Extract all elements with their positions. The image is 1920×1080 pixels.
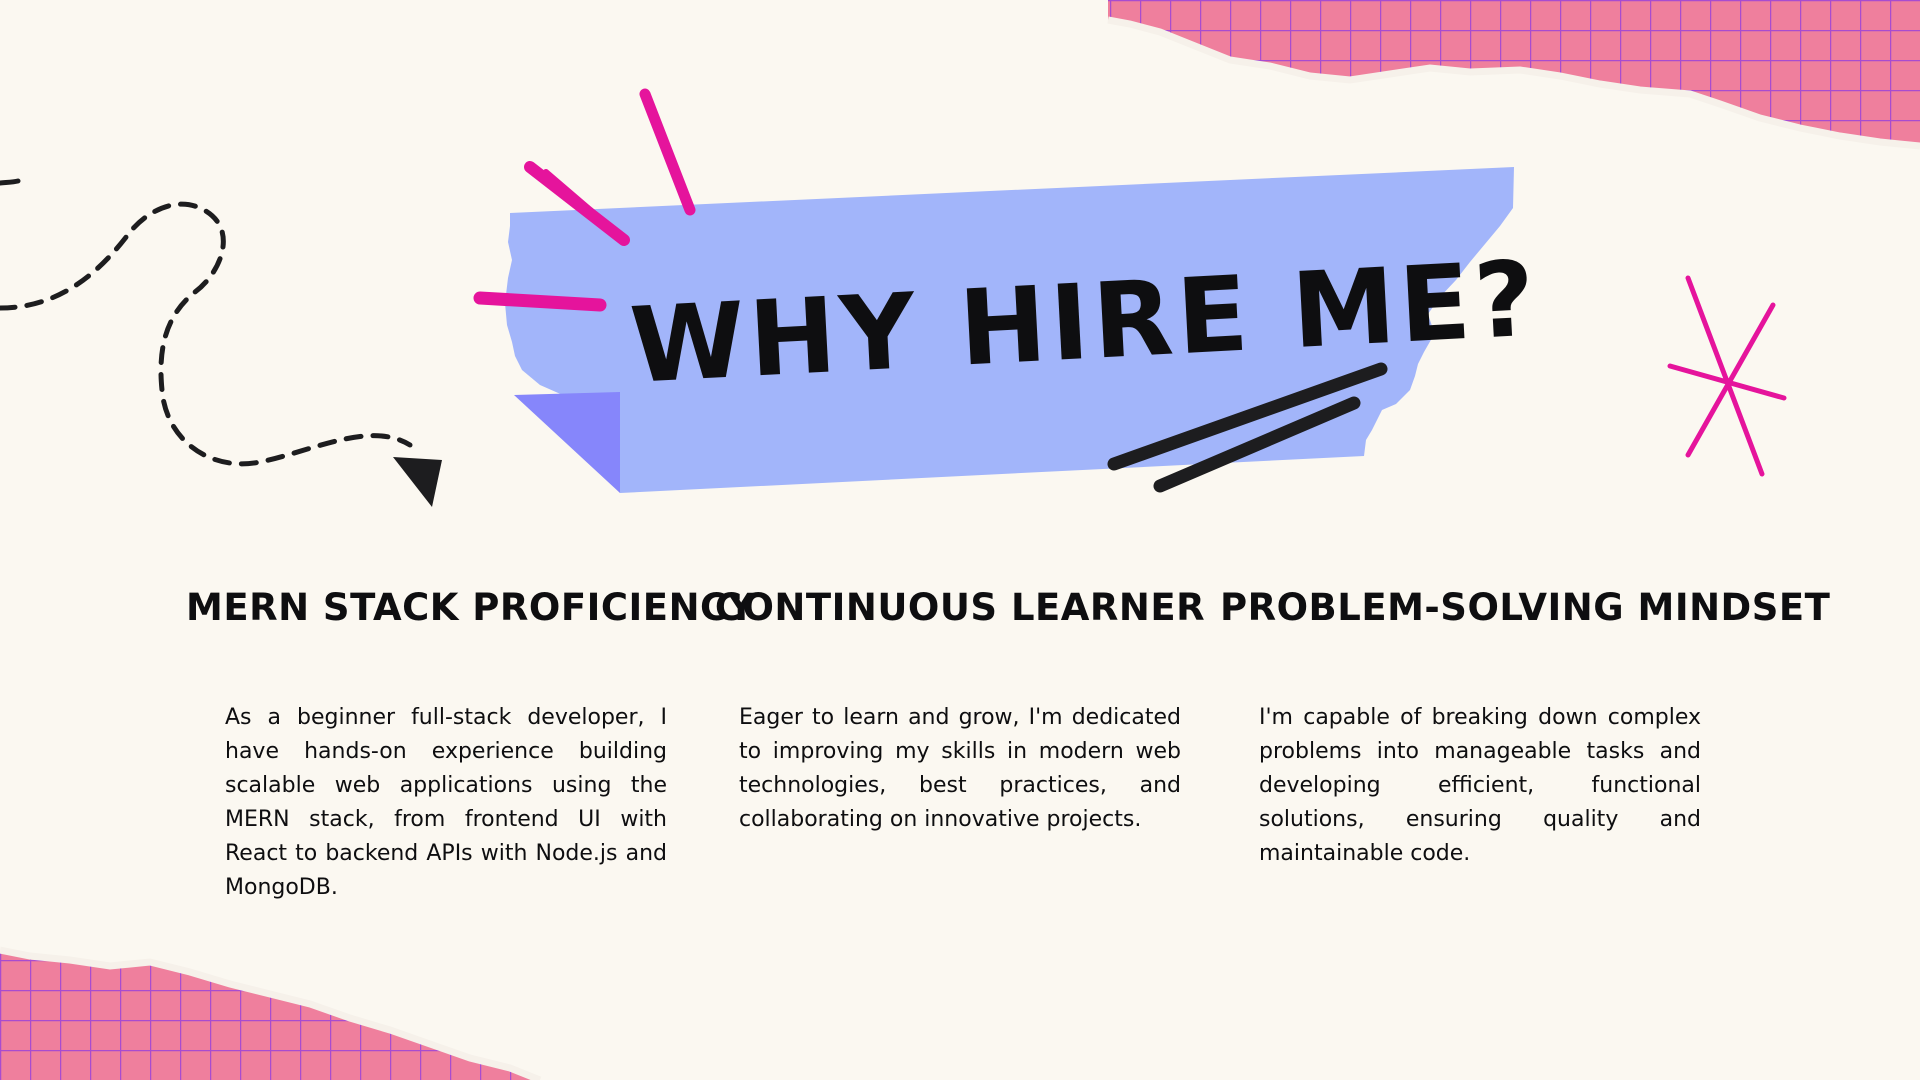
feature-heading: MERN STACK PROFICIENCY bbox=[186, 586, 755, 629]
feature-column-learner bbox=[700, 586, 1220, 837]
slide-title: WHY HIRE ME? bbox=[627, 237, 1542, 407]
feature-heading: PROBLEM-SOLVING MINDSET bbox=[1220, 586, 1831, 629]
feature-column-problem-solving bbox=[1220, 586, 1831, 871]
asterisk-star-icon bbox=[1670, 278, 1784, 474]
feature-description: Eager to learn and grow, I'm dedicated to improving my skills in modern web technologies, best practices, and collaborating on innovative projects. bbox=[739, 705, 1181, 832]
feature-heading: CONTINUOUS LEARNER bbox=[714, 586, 1206, 629]
torn-grid-paper-top-right bbox=[1108, 0, 1920, 146]
feature-description: As a beginner full-stack developer, I have hands-on experience building scalable web applications using the MERN stack, from frontend UI with React to backend APIs with Node.js and MongoDB. bbox=[225, 705, 667, 900]
dashed-curved-arrow-icon bbox=[0, 181, 442, 507]
torn-grid-paper-bottom-left bbox=[0, 950, 540, 1080]
feature-description: I'm capable of breaking down complex problems into manageable tasks and developing efficient, functional solutions, ensuring quality and maintainable code. bbox=[1259, 705, 1701, 866]
feature-column-mern bbox=[186, 586, 755, 905]
